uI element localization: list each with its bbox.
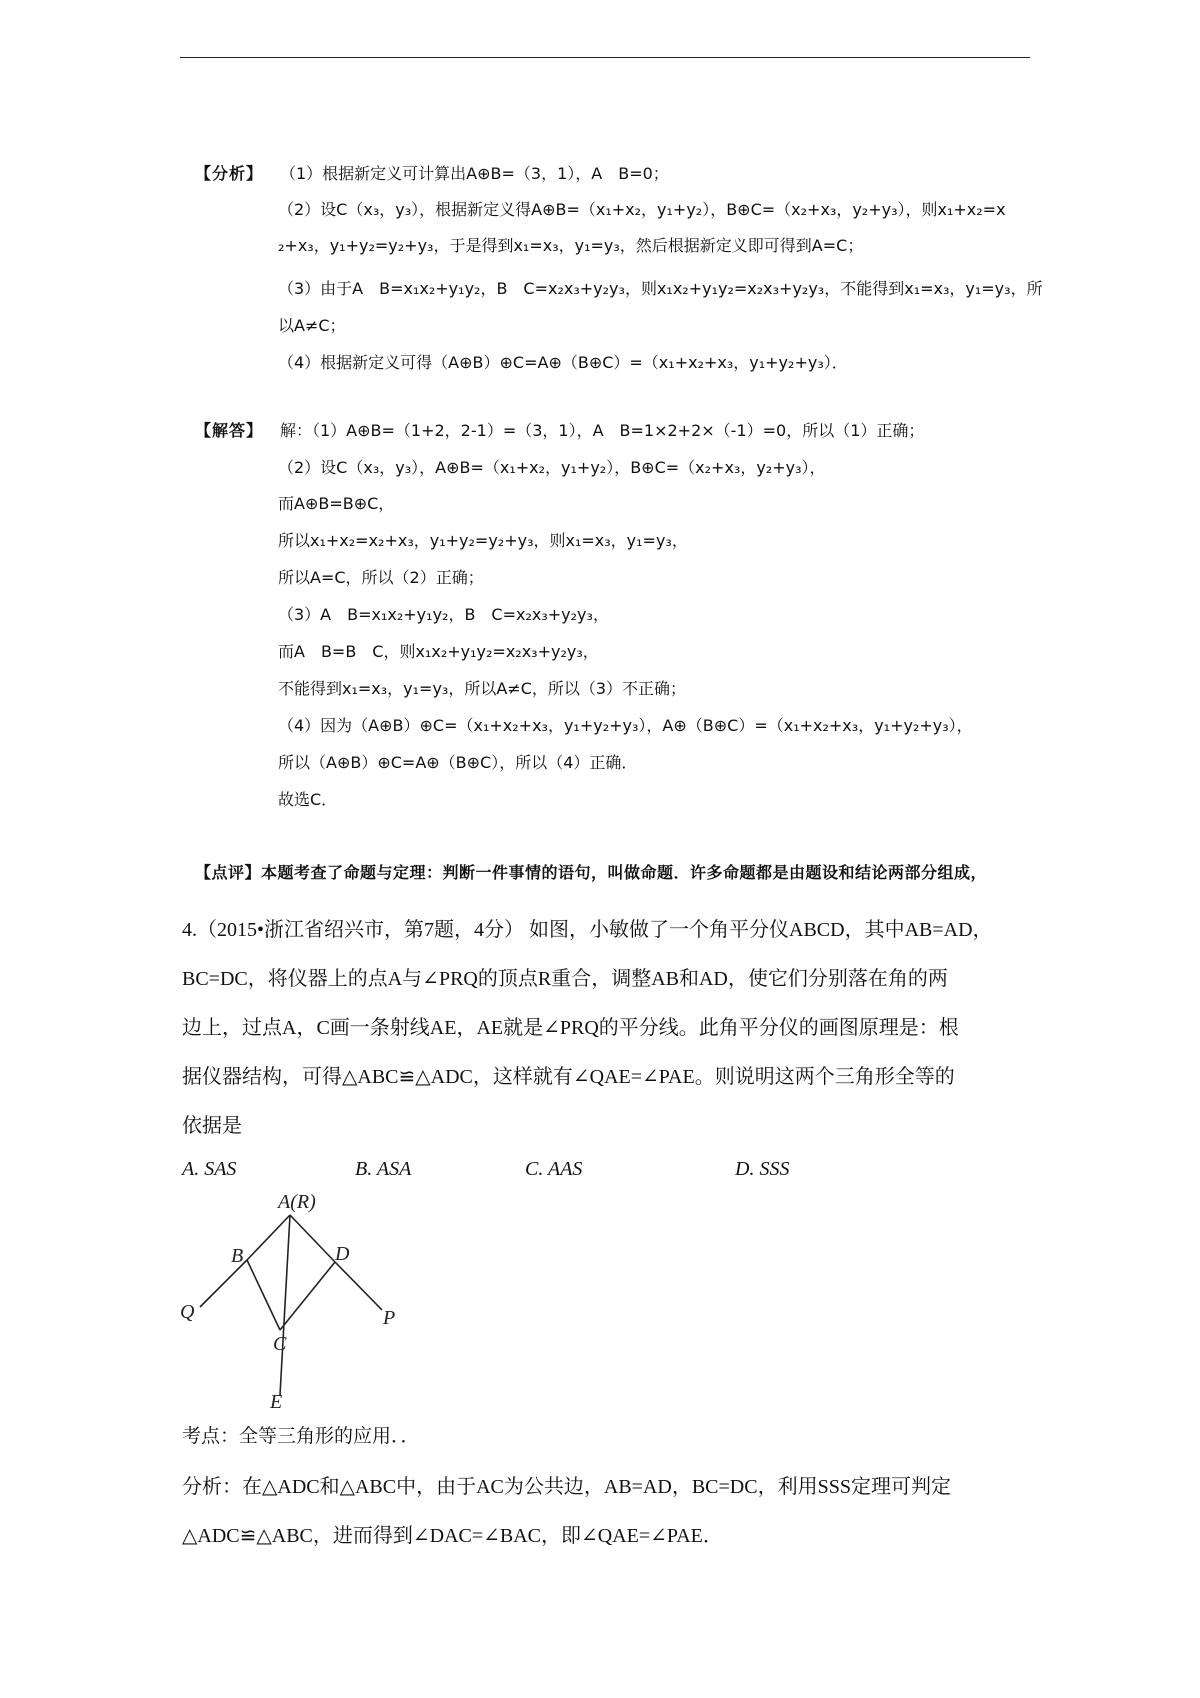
option-b: B. ASA	[355, 1158, 412, 1180]
analysis-line-2: （2）设C（x₃，y₃），根据新定义得A⊕B=（x₁+x₂，y₁+y₂），B⊕C=（x₂+x₃，y₂+y₃），则x₁+x₂=x	[278, 200, 1006, 219]
question-line-4: 据仪器结构，可得△ABC≌△ADC，这样就有∠QAE=∠PAE。则说明这两个三角形全等的	[182, 1066, 955, 1088]
comment-line: 【点评】本题考查了命题与定理：判断一件事情的语句，叫做命题．许多命题都是由题设和结论两部分组成，	[195, 863, 988, 882]
solution-line-10: 所以（A⊕B）⊕C=A⊕（B⊕C），所以（4）正确．	[278, 753, 638, 772]
option-d: D. SSS	[735, 1158, 790, 1180]
ray-bq	[200, 1260, 247, 1307]
analysis-tag: 【分析】	[195, 164, 264, 183]
label-d: D	[335, 1243, 350, 1265]
solution-line-9: （4）因为（A⊕B）⊕C=（x₁+x₂+x₃，y₁+y₂+y₃），A⊕（B⊕C）=（x₁+x₂+x₃，y₁+y₂+y₃），	[278, 716, 973, 735]
question-line-1: 4.（2015•浙江省绍兴市，第7题，4分） 如图，小敏做了一个角平分仪ABCD，其中AB=AD，	[182, 919, 993, 941]
label-e: E	[270, 1391, 283, 1410]
angle-bisector-figure	[175, 1190, 415, 1410]
solution-line-7: 而A B=B C，则x₁x₂+y₁y₂=x₂x₃+y₂y₃，	[278, 642, 599, 661]
solution-line-11: 故选C．	[278, 790, 338, 809]
analysis-line-5: 以A≠C；	[278, 316, 346, 335]
option-c: C. AAS	[525, 1158, 583, 1180]
solution-line-8: 不能得到x₁=x₃，y₁=y₃，所以A≠C，所以（3）不正确；	[278, 679, 687, 698]
label-b: B	[231, 1245, 244, 1267]
question-line-2: BC=DC，将仪器上的点A与∠PRQ的顶点R重合，调整AB和AD，使它们分别落在角的两	[182, 968, 948, 990]
segment-ad	[290, 1215, 335, 1262]
analysis-line-3: ₂+x₃，y₁+y₂=y₂+y₃，于是得到x₁=x₃，y₁=y₃，然后根据新定义即可得到A=C；	[278, 236, 864, 255]
ray-dp	[335, 1262, 382, 1310]
question-line-5: 依据是	[182, 1115, 242, 1137]
analysis-line-1: （1）根据新定义可计算出A⊕B=（3，1），A B=0；	[280, 164, 669, 183]
solution-tag: 【解答】	[195, 421, 264, 440]
segment-ab	[247, 1215, 290, 1260]
ray-ae	[280, 1215, 290, 1395]
segment-bc	[247, 1260, 280, 1330]
label-p: P	[383, 1307, 396, 1329]
analysis-line-6: （4）根据新定义可得（A⊕B）⊕C=A⊕（B⊕C）=（x₁+x₂+x₃，y₁+y₂+y₃）．	[278, 353, 848, 372]
solution-line-3: 而A⊕B=B⊕C，	[278, 494, 395, 513]
solution-line-4: 所以x₁+x₂=x₂+x₃，y₁+y₂=y₂+y₃，则x₁=x₃，y₁=y₃，	[278, 531, 688, 550]
kaodian-line: 考点：全等三角形的应用．．	[182, 1426, 420, 1447]
solution-line-6: （3）A B=x₁x₂+y₁y₂，B C=x₂x₃+y₂y₃，	[278, 605, 609, 624]
fenxi-line-1: 分析：在△ADC和△ABC中，由于AC为公共边，AB=AD，BC=DC，利用SSS定理可判定	[182, 1476, 951, 1498]
label-q: Q	[180, 1301, 195, 1323]
question-line-3: 边上，过点A，C画一条射线AE，AE就是∠PRQ的平分线。此角平分仪的画图原理是：根	[182, 1017, 959, 1039]
label-a: A(R)	[278, 1191, 316, 1213]
label-c: C	[273, 1333, 287, 1355]
fenxi-line-2: △ADC≌△ABC，进而得到∠DAC=∠BAC，即∠QAE=∠PAE．	[182, 1525, 723, 1547]
solution-line-2: （2）设C（x₃，y₃），A⊕B=（x₁+x₂，y₁+y₂），B⊕C=（x₂+x₃，y₂+y₃），	[278, 458, 826, 477]
solution-line-5: 所以A=C，所以（2）正确；	[278, 568, 484, 587]
analysis-line-4: （3）由于A B=x₁x₂+y₁y₂，B C=x₂x₃+y₂y₃，则x₁x₂+y₁y₂=x₂x₃+y₂y₃，不能得到x₁=x₃，y₁=y₃，所	[278, 279, 1043, 298]
header-rule	[180, 57, 1030, 58]
option-a: A. SAS	[182, 1158, 237, 1180]
solution-line-1: 解：（1）A⊕B=（1+2，2-1）=（3，1），A B=1×2+2×（-1）=0，所以（1）正确；	[280, 421, 925, 440]
segment-dc	[280, 1262, 335, 1330]
